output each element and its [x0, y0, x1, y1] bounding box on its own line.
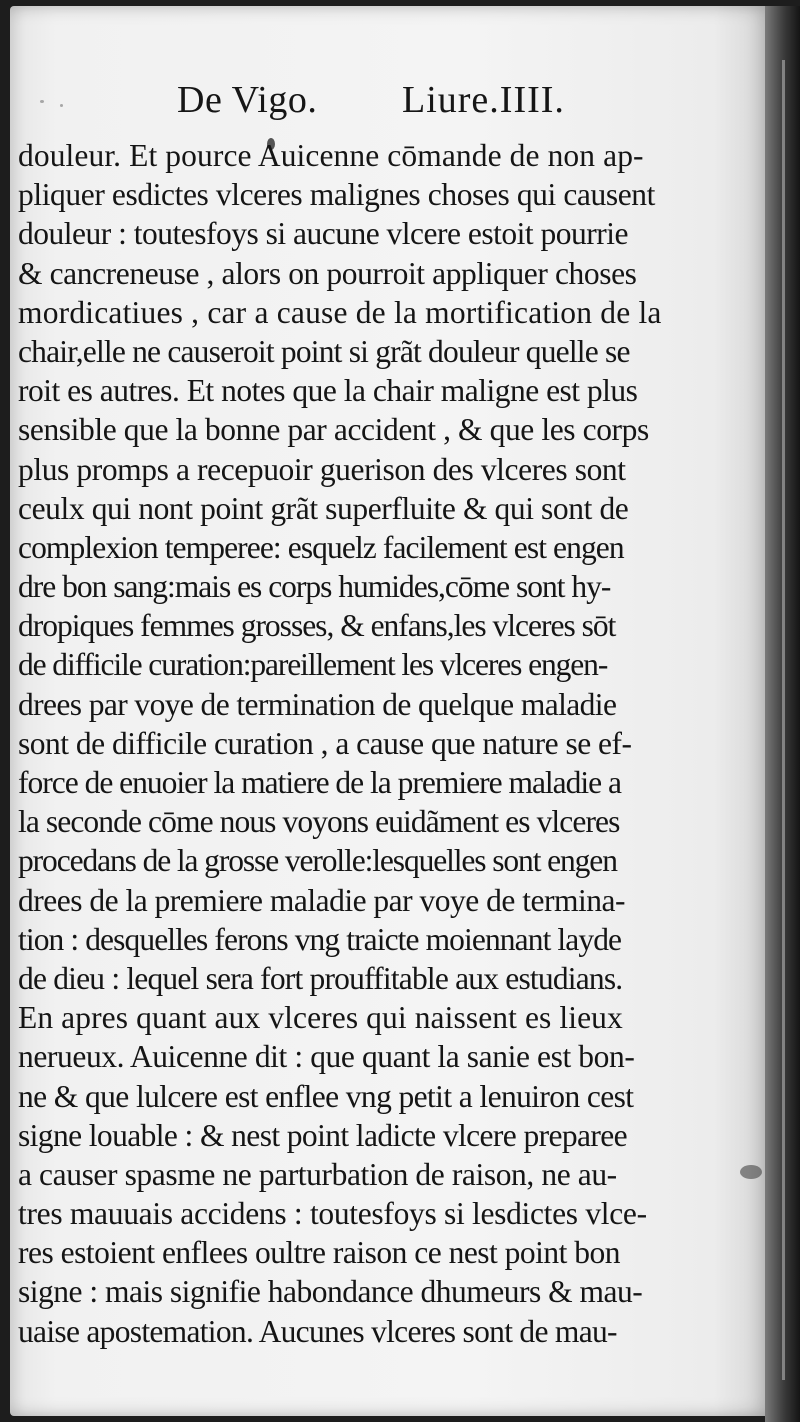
text-line: res estoient enflees oultre raison ce nest point bon	[18, 1235, 621, 1271]
text-line: pliquer esdictes vlceres malignes choses qui causent	[18, 177, 655, 213]
text-line: nerueux. Auicenne dit : que quant la sanie est bon-	[18, 1039, 635, 1075]
text-line: drees de la premiere maladie par voye de termina-	[18, 882, 625, 918]
text-line: force de enuoier la matiere de la premiere maladie a	[18, 765, 621, 800]
text-line: signe louable : & nest point ladicte vlcere preparee	[18, 1117, 628, 1153]
text-line: douleur : toutesfoys si aucune vlcere estoit pourrie	[18, 216, 628, 252]
text-line: de dieu : lequel sera fort prouffitable aux estudians.	[18, 960, 623, 996]
text-line: douleur. Et pource Auicenne cōmande de non ap-	[18, 138, 644, 173]
text-line: signe : mais signifie habondance dhumeurs & mau-	[18, 1274, 643, 1310]
text-line: dropiques femmes grosses, & enfans,les vlceres sōt	[18, 608, 616, 644]
text-line: En apres quant aux vlceres qui naissent es lieux	[18, 1000, 623, 1036]
text-line: ceulx qui nont point grãt superfluite & qui sont de	[18, 490, 629, 526]
running-head-author: De Vigo.	[177, 79, 318, 121]
text-line: uaise apostemation. Aucunes vlceres sont de mau-	[18, 1313, 617, 1349]
text-line: tion : desquelles ferons vng traicte moiennant layde	[18, 921, 622, 957]
running-head	[0, 78, 800, 128]
text-line: plus promps a recepuoir guerison des vlceres sont	[18, 451, 626, 487]
text-line: de difficile curation:pareillement les vlceres engen-	[18, 647, 608, 683]
text-line: complexion temperee: esquelz facilement est engen	[18, 529, 624, 565]
body-text	[18, 136, 763, 1351]
text-line: drees par voye de termination de quelque maladie	[18, 686, 617, 722]
text-line: dre bon sang:mais es corps humides,cōme sont hy-	[18, 569, 611, 605]
text-line: chair,elle ne causeroit point si grãt douleur quelle se	[18, 333, 630, 369]
running-head-book: Liure.IIII.	[402, 79, 565, 121]
page-edge	[782, 60, 785, 1380]
text-line: la seconde cōme nous voyons euidãment es vlceres	[18, 804, 620, 840]
text-line: roit es autres. Et notes que la chair maligne est plus	[18, 373, 638, 409]
text-line: sont de difficile curation , a cause que nature se ef-	[18, 725, 632, 761]
text-line: ne & que lulcere est enflee vng petit a lenuiron cest	[18, 1078, 634, 1114]
text-line: sensible que la bonne par accident , & que les corps	[18, 412, 649, 448]
text-line: a causer spasme ne parturbation de raison, ne au-	[18, 1156, 617, 1192]
text-line: mordicatiues , car a cause de la mortification de la	[18, 294, 662, 330]
text-line: tres mauuais accidens : toutesfoys si lesdictes vlce-	[18, 1196, 647, 1232]
text-line: & cancreneuse , alors on pourroit appliquer choses	[18, 255, 637, 291]
text-line: procedans de la grosse verolle:lesquelles sont engen	[18, 843, 617, 879]
